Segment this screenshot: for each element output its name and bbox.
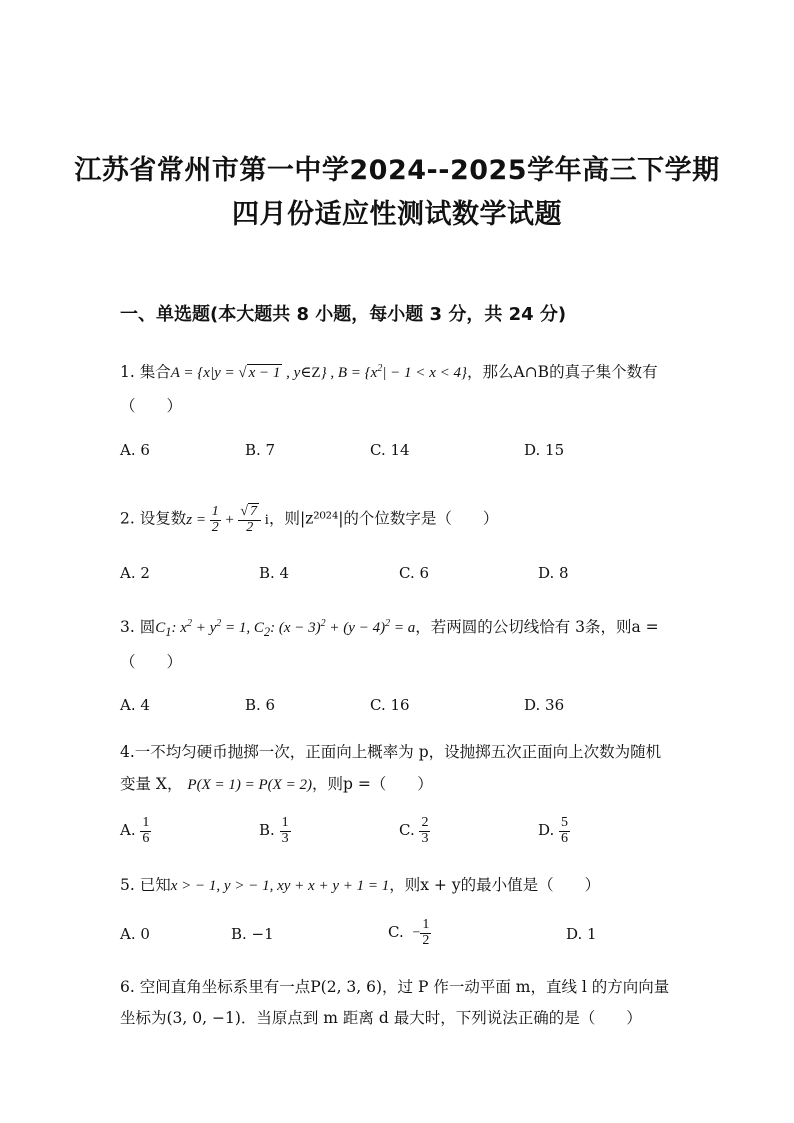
question-text: 圆 xyxy=(139,618,156,636)
option-d[interactable]: D. 36 xyxy=(524,696,565,714)
option-b[interactable]: B. $\frac{1}{3}$ xyxy=(259,815,289,846)
option-a[interactable]: A. $\frac{1}{6}$ xyxy=(120,815,150,846)
question-number: 2. xyxy=(120,509,135,528)
question-text: 空间直角坐标系里有一点P(2, 3, 6)，过 P 作一动平面 m，直线 l 的方向向量 xyxy=(139,978,670,996)
question-text: 变量 X， xyxy=(120,775,183,793)
question-text: 设复数 xyxy=(139,509,187,528)
question-text-after: 那么A∩B的真子集个数有 xyxy=(482,363,658,381)
option-d[interactable]: D. 15 xyxy=(524,441,565,459)
question-text-after: ，则x + y的最小值是（ ） xyxy=(389,876,601,894)
option-a[interactable]: A. 2 xyxy=(120,564,150,582)
question-number: 5. xyxy=(120,876,135,894)
question-text-after: ，若两圆的公切线恰有 3条，则a = xyxy=(415,618,659,636)
option-c[interactable]: C. 6 xyxy=(399,564,430,582)
option-b[interactable]: B. 6 xyxy=(245,696,276,714)
option-d[interactable]: D. 1 xyxy=(566,925,597,943)
option-c[interactable]: C. $\frac{2}{3}$ xyxy=(399,815,429,846)
option-c[interactable]: C. 16 xyxy=(370,696,410,714)
question-math: P(X = 1) = P(X = 2) xyxy=(187,777,312,793)
option-a[interactable]: A. 6 xyxy=(120,441,150,459)
document-title-line1: 江苏省常州市第一中学2024--2025学年高三下学期 xyxy=(74,155,720,186)
option-c[interactable]: C. 14 xyxy=(370,441,410,459)
section-heading: 一、单选题(本大题共 8 小题，每小题 3 分，共 24 分) xyxy=(120,304,567,325)
option-d[interactable]: D. 8 xyxy=(538,564,569,582)
question-6 xyxy=(120,975,669,997)
question-2 xyxy=(120,505,498,535)
question-3-paren: （ ） xyxy=(120,653,183,671)
question-text: 集合 xyxy=(139,363,171,381)
question-text: 已知 xyxy=(139,876,171,894)
option-d[interactable]: D. $\frac{5}{6}$ xyxy=(538,815,569,846)
question-text-after: ，则p =（ ） xyxy=(311,775,433,793)
question-number: 3. xyxy=(120,618,135,636)
option-a[interactable]: A. 0 xyxy=(120,925,150,943)
question-text: 一不均匀硬币抛掷一次，正面向上概率为 p，设抛掷五次正面向上次数为随机 xyxy=(134,743,662,761)
question-number: 6. xyxy=(120,978,135,996)
question-4 xyxy=(120,740,661,762)
question-6-line2: 坐标为(3, 0, −1)．当原点到 m 距离 d 最大时，下列说法正确的是（ ） xyxy=(120,1009,642,1027)
question-math: x > − 1, y > − 1, xy + x + y + 1 = 1 xyxy=(170,878,390,894)
question-number: 4. xyxy=(120,743,135,761)
question-math: z = $\frac{1}{2}$ + $\frac{√ 7}{2}$ i xyxy=(186,504,269,535)
document-title-line2: 四月份适应性测试数学试题 xyxy=(232,199,562,230)
question-text-after: ，则|z²⁰²⁴|的个位数字是（ ） xyxy=(268,509,499,528)
option-a[interactable]: A. 4 xyxy=(120,696,150,714)
option-b[interactable]: B. 7 xyxy=(245,441,276,459)
option-b[interactable]: B. −1 xyxy=(231,925,274,943)
question-1: 1. 集合A = {x|y = √ x − 1 , y∈Z} , $B = \{x^2| - 1 < x < 4\}$，那么A∩B的真子集个数有 xyxy=(120,363,658,381)
question-3 xyxy=(120,615,659,640)
question-number: 1. xyxy=(120,363,135,381)
option-c[interactable]: C. − $\frac{1}{2}$ xyxy=(388,917,430,948)
question-1-paren: （ ） xyxy=(120,397,183,415)
question-math: $C_1$: $x^2 + y^2 = 1$, $C_2$: $(x - 3)^2 + (y - 4)^2 = a$ xyxy=(155,618,416,639)
question-4-line2 xyxy=(120,772,433,794)
question-5 xyxy=(120,873,600,895)
option-b[interactable]: B. 4 xyxy=(259,564,290,582)
question-math: A = {x|y = √ x − 1 , y∈Z} , $B = \{x^2| - 1 < x < 4\}$ xyxy=(170,363,467,381)
